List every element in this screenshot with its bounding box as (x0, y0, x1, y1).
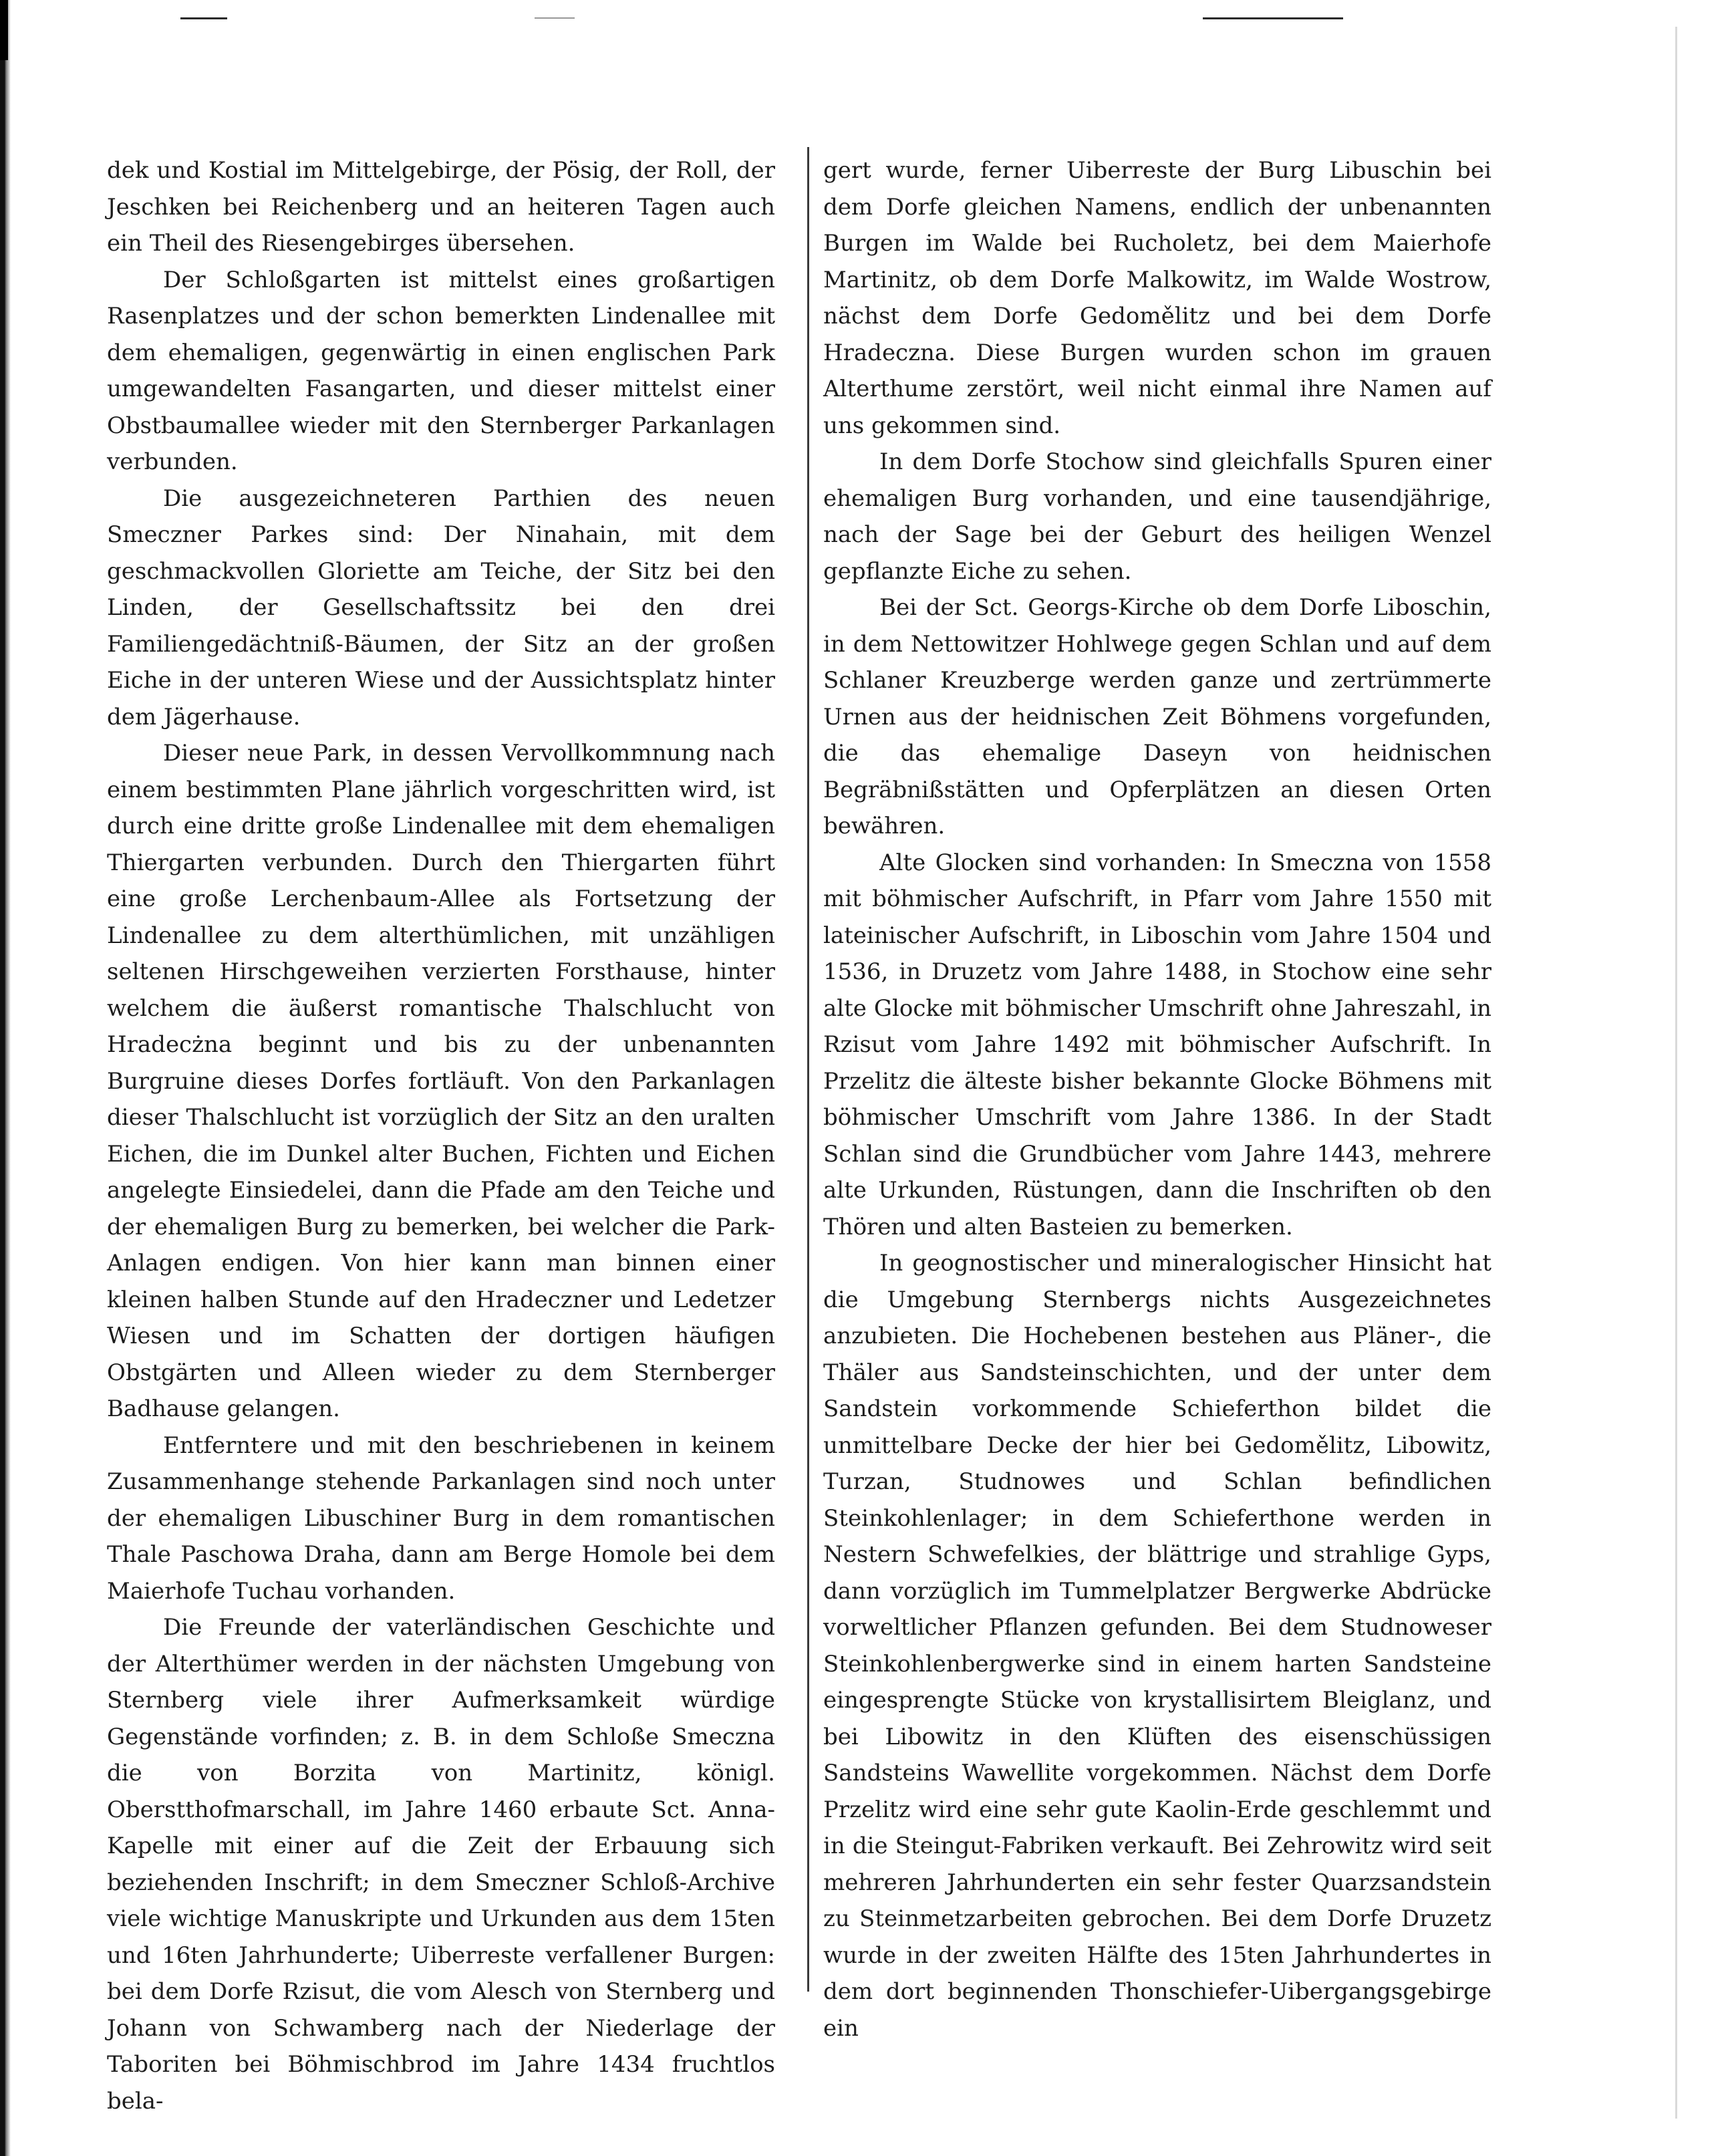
column-divider (807, 147, 809, 1992)
paragraph: In dem Dorfe Stochow sind gleichfalls Spuren einer ehemaligen Burg vorhanden, und eine tausendjährige, nach der Sage bei der Geburt des heiligen Wenzel gepflanzte Eiche zu sehen. (823, 448, 1491, 585)
paragraph: dek und Kostial im Mittelgebirge, der Pösig, der Roll, der Jeschken bei Reichenberg und an heiteren Tagen auch ein Theil des Riesengebirges übersehen. (107, 157, 775, 257)
paragraph: Dieser neue Park, in dessen Vervollkommnung nach einem bestimmten Plane jährlich vorgeschritten wird, ist durch eine dritte große Lindenallee mit dem ehemaligen Thiergarten verbunden. Durch den Thiergarten führt eine große Lerchenbaum-Allee als Fortsetzung der Lindenallee zu dem alterthümlichen, mit unzähligen seltenen Hirschgeweihen verzierten Forsthause, hinter welchem die äußerst romantische Thalschlucht von Hradecżna beginnt und bis zu der unbenannten Burgruine dieses Dorfes fortläuft. Von den Parkanlagen dieser Thalschlucht ist vorzüglich der Sitz an den uralten Eichen, die im Dunkel alter Buchen, Fichten und Eichen angelegte Einsiedelei, dann die Pfade am den Teiche und der ehemaligen Burg zu bemerken, bei welcher die Park-Anlagen endigen. Von hier kann man binnen einer kleinen halben Stunde auf den Hradeczner und Ledetzer Wiesen und im Schatten der dortigen häufigen Obstgärten und Alleen wieder zu dem Sternberger Badhause gelangen. (107, 740, 775, 1422)
paragraph: Entferntere und mit den beschriebenen in keinem Zusammenhange stehende Parkanlagen sind noch unter der ehemaligen Libuschiner Burg in dem romantischen Thale Paschowa Draha, dann am Berge Homole bei dem Maierhofe Tuchau vorhanden. (107, 1432, 775, 1605)
scan-mark (0, 0, 8, 60)
paragraph: Die Freunde der vaterländischen Geschichte und der Alterthümer werden in der nächsten Umgebung von Sternberg viele ihrer Aufmerksamkeit würdige Gegenstände vorfinden; z. B. in dem Schloße Smeczna die von Borzita von Martinitz, königl. Oberstthofmarschall, im Jahre 1460 erbaute Sct. Anna-Kapelle mit einer auf die Zeit der Erbauung sich beziehenden Inschrift; in dem Smeczner Schloß-Archive viele wichtige Manuskripte und Urkunden aus dem 15ten und 16ten Jahrhunderte; Uiberreste verfallener Burgen: bei dem Dorfe Rzisut, die vom Alesch von Sternberg und Johann von Schwamberg nach der Niederlage der Taboriten bei Böhmischbrod im Jahre 1434 fruchtlos bela- (107, 1614, 775, 2115)
paragraph: gert wurde, ferner Uiberreste der Burg Libuschin bei dem Dorfe gleichen Namens, endlich der unbenannten Burgen im Walde bei Rucholetz, bei dem Maierhofe Martinitz, ob dem Dorfe Malkowitz, im Walde Wostrow, nächst dem Dorfe Gedomělitz und bei dem Dorfe Hradeczna. Diese Burgen wurden schon im grauen Alterthume zerstört, weil nicht einmal ihre Namen auf uns gekommen sind. (823, 157, 1491, 439)
top-rule-middle (535, 17, 575, 19)
paragraph: In geognostischer und mineralogischer Hinsicht hat die Umgebung Sternbergs nichts Ausgezeichnetes anzubieten. Die Hochebenen bestehen aus Pläner-, die Thäler aus Sandsteinschichten, und der unter dem Sandstein vorkommende Schieferthon bildet die unmittelbare Decke der hier bei Gedomělitz, Libowitz, Turzan, Studnowes und Schlan befindlichen Steinkohlenlager; in dem Schieferthone werden in Nestern Schwefelkies, der blättrige und strahlige Gyps, dann vorzüglich im Tummelplatzer Bergwerke Abdrücke vorweltlicher Pflanzen gefunden. Bei dem Studnoweser Steinkohlenbergwerke sind in einem harten Sandsteine eingesprengte Stücke von krystallisirtem Bleiglanz, und bei Libowitz in den Klüften des eisenschüssigen Sandsteins Wawellite vorgekommen. Nächst dem Dorfe Przelitz wird eine sehr gute Kaolin-Erde geschlemmt und in die Steingut-Fabriken verkauft. Bei Zehrowitz wird seit mehreren Jahrhunderten ein sehr fester Quarzsandstein zu Steinmetzarbeiten gebrochen. Bei dem Dorfe Druzetz wurde in der zweiten Hälfte des 15ten Jahrhundertes in dem dort beginnenden Thonschiefer-Uibergangsgebirge ein (823, 1250, 1491, 2042)
paragraph: Alte Glocken sind vorhanden: In Smeczna von 1558 mit böhmischer Aufschrift, in Pfarr vom Jahre 1550 mit lateinischer Aufschrift, in Liboschin vom Jahre 1504 und 1536, in Druzetz vom Jahre 1488, in Stochow eine sehr alte Glocke mit böhmischer Umschrift ohne Jahreszahl, in Rzisut vom Jahre 1492 mit böhmischer Aufschrift. In Przelitz die älteste bisher bekannte Glocke Böhmens mit böhmischer Umschrift vom Jahre 1386. In der Stadt Schlan sind die Grundbücher vom Jahre 1443, mehrere alte Urkunden, Rüstungen, dann die Inschriften ob den Thören und alten Basteien zu bemerken. (823, 849, 1491, 1240)
top-rule-right (1203, 17, 1343, 19)
page-edge-right (1675, 27, 1677, 2119)
paragraph: Der Schloßgarten ist mittelst eines großartigen Rasenplatzes und der schon bemerkten Lindenallee mit dem ehemaligen, gegenwärtig in einen englischen Park umgewandelten Fasangarten, und dieser mittelst einer Obstbaumallee wieder mit den Sternberger Parkanlagen verbunden. (107, 266, 775, 475)
left-column (107, 152, 775, 2119)
right-column (823, 152, 1491, 2046)
paragraph: Die ausgezeichneteren Parthien des neuen Smeczner Parkes sind: Der Ninahain, mit dem geschmackvollen Gloriette am Teiche, der Sitz bei den Linden, der Gesellschaftssitz bei den drei Familiengedächtniß-Bäumen, der Sitz an der großen Eiche in der unteren Wiese und der Aussichtsplatz hinter dem Jägerhause. (107, 485, 775, 730)
scan-edge (0, 0, 11, 2156)
top-rule-left (180, 17, 227, 19)
paragraph: Bei der Sct. Georgs-Kirche ob dem Dorfe Liboschin, in dem Nettowitzer Hohlwege gegen Schlan und auf dem Schlaner Kreuzberge werden ganze und zertrümmerte Urnen aus der heidnischen Zeit Böhmens vorgefunden, die das ehemalige Daseyn von heidnischen Begräbnißstätten und Opferplätzen an diesen Orten bewähren. (823, 594, 1491, 839)
